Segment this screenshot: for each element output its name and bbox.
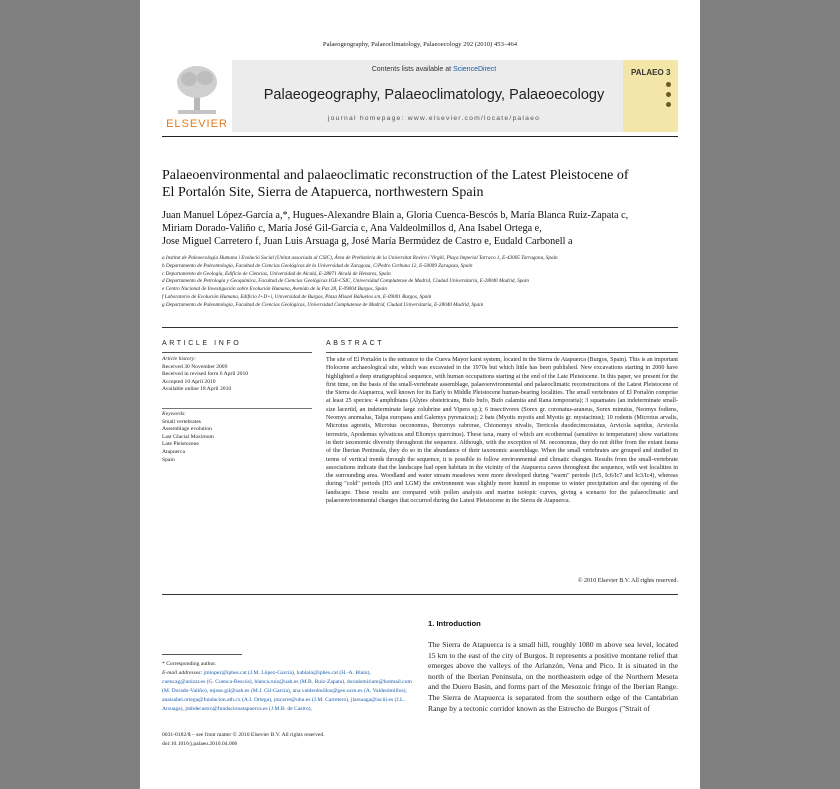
doi-link[interactable]: doi:10.1016/j.palaeo.2010.04.006 [162,741,238,748]
contents-line [232,66,636,73]
corresponding-author: * Corresponding author. [162,661,217,667]
affiliations [162,255,682,310]
article-title [162,167,682,201]
authors-line-1: Juan Manuel López-García a,*, Hugues-Alexandre Blain a, Gloria Cuenca-Bescós b, María Blanca Ruiz-Zapata c, [162,210,629,221]
paper-page [140,0,700,789]
sciencedirect-link[interactable]: ScienceDirect [453,66,497,73]
author-list [162,209,682,248]
publisher-name: ELSEVIER [166,118,228,130]
email-addresses[interactable]: jmlopez@iphes.cat (J.M. López-García), hablain@iphes.cat (H.-A. Blain), cuencag@unizar.es (G. Cuenca-Bescós), blanca.ruiz@uah.es (M.B. Ruiz-Zapata), doradomiriam@hotmail.com (M. Dorado-Valiño), mjose.gil@uah.es (M.J. Gil-García), ana.valdeolmillos@geo.ucm.es (A. Valdeolmillos), anaisabel.ortega@fundacion.ath.cx (A.I. Ortega), jmcarre@ubu.es (J.M. Carretero), jlarsuaga@isciii.es (J.L. Arsuaga), jmbdecastro@fundacionatapuerca.es (J.M.B. de Castro), [162,670,412,712]
title-line-1: Palaeoenvironmental and palaeoclimatic reconstruction of the Latest Pleistocene of [162,168,629,183]
keyword: Assemblage evolution [162,426,212,433]
article-info-heading: ARTICLE INFO [162,340,242,347]
elsevier-tree-icon [174,64,220,116]
cover-dot-icon [666,82,671,87]
affiliation: a Institut de Paleoecologia Humana i Evolució Social (Unitat associada al CSIC), Àrea de Prehistòria de la Universitat Rovira i Virgili, Plaça Imperial Tarraco 1, E-43005 Tarragona, Spain [162,255,558,261]
contents-prefix: Contents lists available at [371,66,454,73]
keyword: Atapuerca [162,448,185,455]
header-rule [162,136,678,137]
affiliation: g Departamento de Paleontología, Facultad de Ciencias Geológicas, Universidad Complutense de Madrid, Ciudad Universitaria, E-28040 Madrid, Spain [162,301,484,308]
keyword: Late Pleistocene [162,441,199,448]
authors-line-3: Jose Miguel Carretero f, Juan Luis Arsuaga g, José María Bermúdez de Castro e, Eudald Carbonell a [162,236,573,247]
journal-cover-thumbnail [623,60,678,132]
history-item: Received 30 November 2009 [162,363,228,370]
body-rule [162,594,678,595]
article-info-rule [162,352,312,353]
title-line-2: El Portalón Site, Sierra de Atapuerca, northwestern Spain [162,185,484,200]
issn-block [162,731,412,749]
cover-dot-icon [666,92,671,97]
affiliation: d Departamento de Petrología y Geoquímica, Facultad de Ciencias Geológicas IGE-CSIC, Universidad Complutense de Madrid, Ciudad Universitaria, E-28040 Madrid, Spain [162,278,529,285]
section-rule [162,327,678,328]
running-head: Palaeogeography, Palaeoclimatology, Palaeoecology 292 (2010) 453–464 [322,41,518,48]
history-item: Accepted 10 April 2010 [162,378,216,385]
keyword: Small vertebrates [162,418,201,425]
history-label: Article history: [162,356,197,362]
history-item: Available online 18 April 2010 [162,386,232,393]
introduction-text: The Sierra de Atapuerca is a small hill, roughly 1080 m above sea level, located 15 km to the east of the city of Burgos. It represents a positive montane relief that emerges above the valleys of the Arlanzón, Vena and Pico. It is situated in the north of the Iberian Peninsula, on the northeastern edge of the Northern Meseta and the Duero Basin, and forms part of the Mesozoic fringe of the Iberian Range. The Sierra de Atapuerca is separated from the southern edge of the Cantabrian Range by a tectonic corridor known as the Estrecho de Burgos ("Strait of [428,640,678,713]
article-history [162,356,312,394]
email-label: E-mail addresses: [162,670,203,676]
cover-dot-icon [666,102,671,107]
affiliation: e Centro Nacional de Investigación sobre Evolución Humana, Avenida de la Paz 28, E-09004 Burgos, Spain [162,286,387,293]
abstract-heading: ABSTRACT [326,340,385,347]
corresponding-footnote [162,660,412,714]
affiliation: b Departamento de Paleontología, Facultad de Ciencias Geológicas de la Universidad de Zaragoza, C/Pedro Cerbuna 12, E-50009 Zaragoza, Spain [162,262,473,269]
introduction-heading: 1. Introduction [428,619,481,628]
authors-line-2: Miriam Dorado-Valiño c, María José Gil-García c, Ana Valdeolmillos d, Ana Isabel Ortega e, [162,223,542,234]
keywords-label: Keywords: [162,411,187,417]
journal-title: Palaeogeography, Palaeoclimatology, Palaeoecology [263,87,605,103]
abstract-text: The site of El Portalón is the entrance to the Cueva Mayor karst system, located in the Sierra de Atapuerca (Burgos, Spain). This is an important Holocene archaeological site, which was excavated in the 1970s but which little has been published. New excavations starting in 2000 have highlighted a deep stratigraphical sequence, with human occupations starting at the end of the Late Pleistocene. In this paper, we present for the first time, on the basis of the small-vertebrate assemblage, palaeoenvironmental and palaeoclimatic reconstructions of the Latest Pleistocene of the Sierra de Atapuerca, well known for its Early to Middle Pleistocene human-bearing localities. The small vertebrates of El Portalón comprise at least 25 species: 4 amphibians (Alytes obstetricans, Bufo bufo, Bufo calamita and Rana temporaria); 3 squamates (an indeterminate small-size lacertid, an indeterminate large colubrine and Vipera sp.); 6 insectivores (Sorex gr. coronatus-araneus, Sorex minutus, Neomys fodiens, Neomys anomalus, Talpa europaea and Galemys pyrenaicus); 2 bats (Myotis myotis and Myotis gr. mystacinus); 10 rodents (Microtus arvalis, Microtus agrestis, Microtus oeconomus, Iberomys cabrerae, Chionomys nivalis, Terricola duodecimcostatus, Arvicola sapidus, Arvicola terrestris, Apodemus sylvaticus and Eliomys quercinus). These taxa, many of which are ecothermal (sensitive to temperature) show variations in their taxonomic diversity throughout the sequence. Although, with the exception of M. oeconomus, they do not differ from the extant fauna of the Iberian Peninsula, they do so in the abundance of their taxonomic assemblage. When the small vertebrates are grouped and studied in terms of vertical trends through the sequence, it is possible to follow environmental and climatic changes. Results from the small-vertebrate associations indicate that the landscape had open habitats in the vicinity of the Atapuerca caves throughout the sequence, with wet localities in the surrounding area. Woodland and water stream meadows were more developed during "warm" periods (Ic5, Ic6/Ic7 and Ic3/Ic4), whereas during "cold" periods (H3 and LGM) the environment was slightly more humid in response to winter precipitation and the opening of the landscape. These results are compared with pollen analysis and marine isotopic curves, giving a scenario for the palaeoclimatic and palaeoenvironmental changes that occurred during the Latest Pleistocene in the Sierra de Atapuerca. [326,357,678,505]
keywords [162,411,312,464]
keyword: Last Glacial Maximum [162,433,214,440]
affiliation: c Departamento de Geología, Edificio de Ciencias, Universidad de Alcalá, E-28871 Alcalá de Henares, Spain [162,270,391,277]
footnote-rule [162,654,242,655]
abstract-rule [326,352,678,353]
history-item: Received in revised form 6 April 2010 [162,371,249,378]
keywords-rule [162,408,312,409]
keyword: Spain [162,456,175,463]
issn-line: 0031-0182/$ – see front matter © 2010 Elsevier B.V. All rights reserved. [162,732,325,738]
affiliation: f Laboratorio de Evolución Humana, Edificio I+D+i, Universidad de Burgos, Plaza Misael Bañuelos s/n, E-09001 Burgos, Spain [162,293,432,300]
copyright: © 2010 Elsevier B.V. All rights reserved. [577,578,678,584]
journal-homepage[interactable]: journal homepage: www.elsevier.com/locate/palaeo [327,115,541,122]
cover-label: PALAEO 3 [631,68,671,77]
